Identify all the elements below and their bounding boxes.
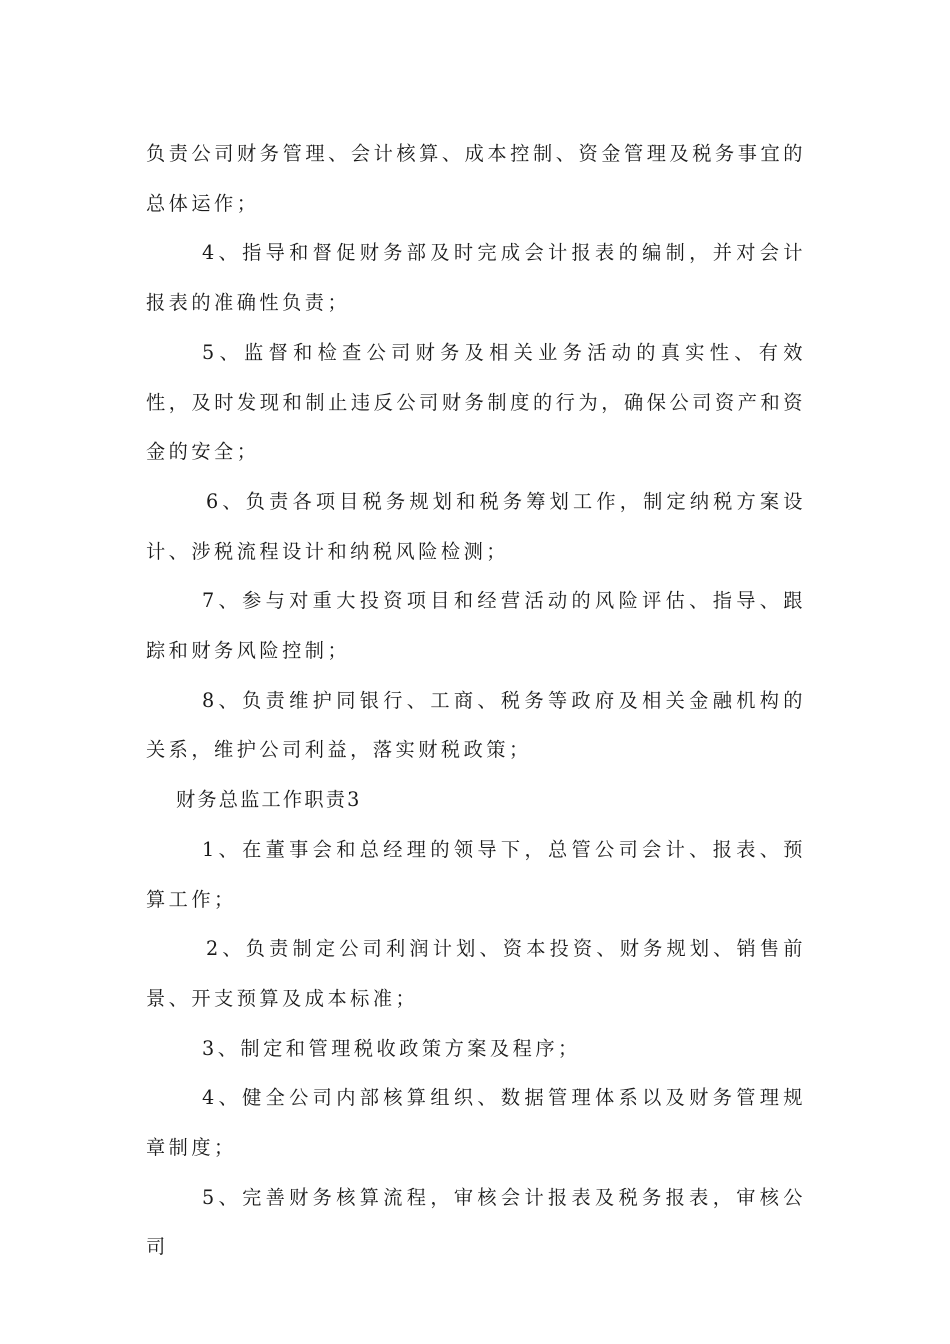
section-heading: 财务总监工作职责3 [176, 788, 362, 812]
paragraph-item-5: 5、监督和检查公司财务及相关业务活动的真实性、有效性，及时发现和制止违反公司财务制度的行为，确保公司资产和资金的安全； [146, 340, 806, 464]
paragraph-section3-item-5: 5、完善财务核算流程，审核会计报表及税务报表，审核公司 [146, 1185, 806, 1259]
document-body [146, 129, 806, 1272]
paragraph-continuation: 负责公司财务管理、会计核算、成本控制、资金管理及税务事宜的总体运作； [146, 142, 806, 215]
paragraph-item-6: 6、负责各项目税务规划和税务筹划工作，制定纳税方案设计、涉税流程设计和纳税风险检测； [146, 489, 806, 563]
paragraph-item-8: 8、负责维护同银行、工商、税务等政府及相关金融机构的关系，维护公司利益，落实财税政策； [146, 688, 806, 762]
paragraph-item-7: 7、参与对重大投资项目和经营活动的风险评估、指导、跟踪和财务风险控制； [146, 589, 806, 663]
paragraph-section3-item-4: 4、健全公司内部核算组织、数据管理体系以及财务管理规章制度； [146, 1086, 806, 1160]
paragraph-section3-item-2: 2、负责制定公司利润计划、资本投资、财务规划、销售前景、开支预算及成本标准； [146, 937, 806, 1010]
paragraph-section3-item-3: 3、制定和管理税收政策方案及程序； [202, 1036, 581, 1060]
paragraph-section3-item-1: 1、在董事会和总经理的领导下，总管公司会计、报表、预算工作； [146, 837, 806, 911]
paragraph-item-4: 4、指导和督促财务部及时完成会计报表的编制，并对会计报表的准确性负责； [146, 241, 806, 315]
